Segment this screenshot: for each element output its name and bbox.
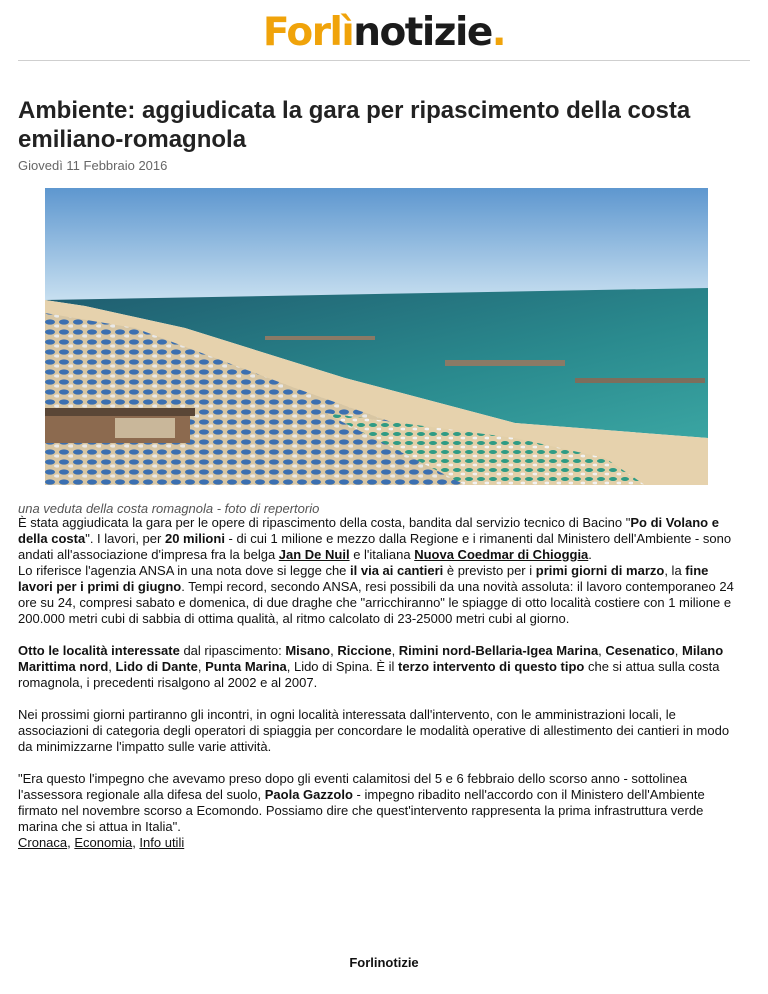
article-tags	[18, 835, 738, 851]
article-body	[18, 515, 738, 851]
bold-text: Lido di Dante	[115, 659, 198, 674]
logo-part1: Forlì	[262, 10, 354, 55]
bold-text: Paola Gazzolo	[264, 787, 353, 802]
bold-text: Milano Marittima nord	[18, 643, 724, 674]
tag-cronaca[interactable]: Cronaca	[18, 835, 68, 850]
text: ,	[598, 643, 606, 658]
bold-text: il via ai cantieri	[350, 563, 444, 578]
tag-info-utili[interactable]: Info utili	[139, 835, 185, 850]
header-divider	[18, 60, 750, 61]
logo-part2: notizie	[353, 10, 492, 55]
bold-text: Riccione	[337, 643, 392, 658]
text: ,	[391, 643, 399, 658]
image-caption: una veduta della costa romagnola - foto di repertorio	[18, 501, 320, 516]
paragraph-1b	[18, 563, 738, 627]
tag-separator: ,	[67, 835, 75, 850]
text: "Era questo l'impegno che avevamo preso dopo gli eventi calamitosi del 5 e 6 febbraio dello scorso anno - sottolinea l'assessora regionale alla difesa del suolo,	[18, 771, 688, 802]
article-title: Ambiente: aggiudicata la gara per ripascimento della costa emiliano-romagnola	[18, 97, 691, 153]
site-footer: Forlinotizie	[349, 955, 419, 970]
text: ,	[674, 643, 683, 658]
text: ,	[108, 659, 116, 674]
text: Lo riferisce l'agenzia ANSA in una nota dove si legge che	[18, 563, 351, 578]
link-label: Nuova Coedmar di Chioggia	[414, 547, 589, 562]
article-photo	[45, 188, 708, 485]
text: che si attua sulla costa romagnola, i precedenti risalgono al 2002 e al 2007.	[18, 659, 720, 690]
text: - di cui 1 milione e mezzo dalla Regione e i rimanenti dal Ministero dell'Ambiente - sono andati all'associazione d'impresa fra la belga	[18, 531, 732, 562]
paragraph-1	[18, 515, 738, 563]
link-nuova-coedmar[interactable]	[414, 547, 588, 562]
site-logo[interactable]	[0, 10, 768, 56]
text: ,	[197, 659, 206, 674]
text: , Lido di Spina. È il	[286, 659, 399, 674]
paragraph-2	[18, 643, 738, 691]
link-jan-de-nuil[interactable]	[279, 547, 350, 562]
article-date: Giovedì 11 Febbraio 2016	[18, 158, 168, 173]
logo-dot: .	[491, 10, 506, 55]
bold-text: primi giorni di marzo	[535, 563, 665, 578]
bold-text: Po di Volano e della costa	[18, 515, 719, 546]
bold-text: Rimini nord-Bellaria-Igea Marina	[398, 643, 599, 658]
text: ,	[330, 643, 338, 658]
tag-economia[interactable]: Economia	[74, 835, 133, 850]
text: , la	[664, 563, 686, 578]
text: È stata aggiudicata la gara per le opere di ripascimento della costa, bandita dal servizio tecnico di Bacino "	[18, 515, 631, 530]
bold-text: Otto le località interessate	[18, 643, 180, 658]
text: ". I lavori, per	[85, 531, 165, 546]
text: dal ripascimento:	[179, 643, 286, 658]
bold-text: Punta Marina	[205, 659, 287, 674]
tag-separator: ,	[132, 835, 140, 850]
text: e l'italiana	[349, 547, 415, 562]
bold-text: Cesenatico	[605, 643, 675, 658]
text: - impegno ribadito nell'accordo con il Ministero dell'Ambiente firmato nel novembre scorso a Ecomondo. Possiamo dire che quest'intervento rappresenta la prima infrastruttura verde marina che si attua in Italia".	[18, 787, 705, 834]
paragraph-3: Nei prossimi giorni partiranno gli incontri, in ogni località interessata dall'intervento, con le amministrazioni locali, le associazioni di categoria degli operatori di spiaggia per concordare le modalità operative di allestimento dei cantieri in modo da minimizzarne l'impatto sulle varie attività.	[18, 707, 730, 754]
paragraph-4	[18, 771, 738, 835]
text: . Tempi record, secondo ANSA, resi possibili da una novità assoluta: il lavoro contemporaneo 24 ore su 24, compresi sabato e domenica, di due draghe che "arricchiranno" le spiagge di otto località costiere con 1 milione e 200.000 metri cubi di sabbia di ottima qualità, al ritmo calcolato di 23-25000 metri cubi al giorno.	[18, 579, 734, 626]
text: .	[588, 547, 592, 562]
text: è previsto per i	[443, 563, 536, 578]
bold-text: Misano	[285, 643, 331, 658]
bold-text: fine lavori per i primi di giugno	[18, 563, 709, 594]
link-label: Jan De Nuil	[278, 547, 350, 562]
bold-text: 20 milioni	[164, 531, 225, 546]
bold-text: terzo intervento di questo tipo	[398, 659, 585, 674]
